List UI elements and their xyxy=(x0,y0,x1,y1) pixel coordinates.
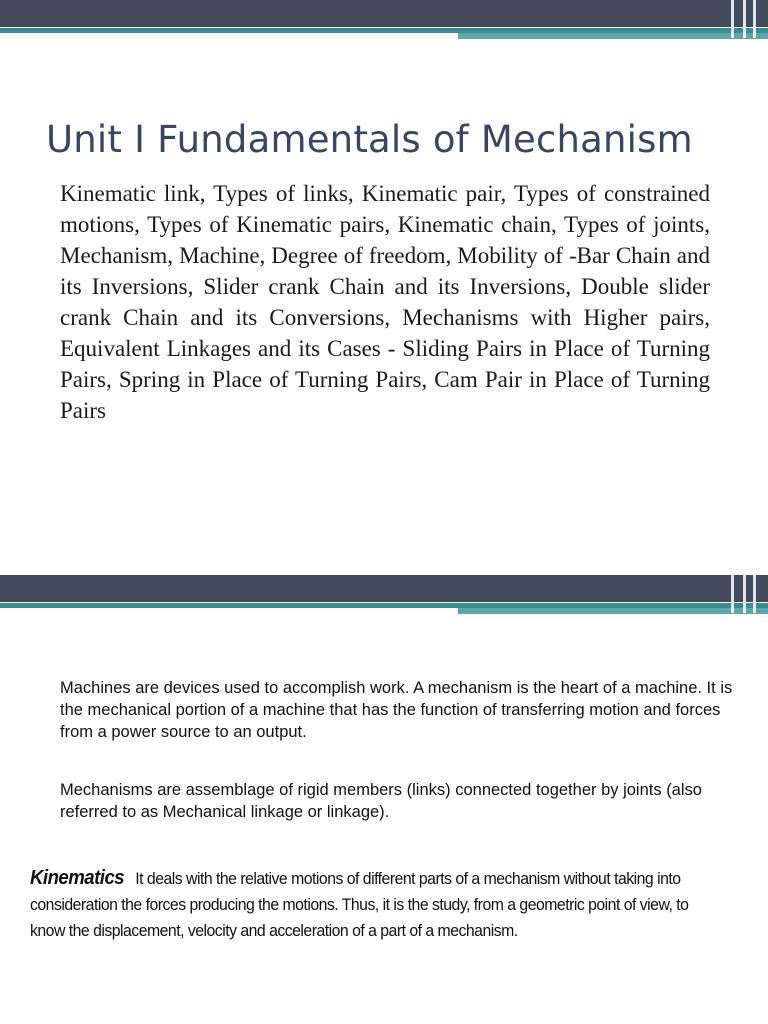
slide-2 xyxy=(0,575,768,1024)
header-band-accent xyxy=(458,608,768,614)
kinematics-definition xyxy=(30,865,714,944)
mechanisms-paragraph: Mechanisms are assemblage of rigid members (links) connected together by joints (also referred to as Mechanical linkage or linkage). xyxy=(60,781,702,821)
slide-header-band xyxy=(0,0,768,60)
header-stripe xyxy=(743,575,746,613)
slide-title: Unit I Fundamentals of Mechanism xyxy=(46,118,693,161)
header-stripe xyxy=(753,0,756,38)
header-stripe xyxy=(731,0,734,38)
header-stripe xyxy=(753,575,756,613)
header-band-dark xyxy=(0,575,768,602)
slide-body-text: Kinematic link, Types of links, Kinematic pair, Types of constrained motions, Types of Kinematic pairs, Kinematic chain, Types of joints, Mechanism, Machine, Degree of freedom, Mobility of -Bar Chain and its Inversions, Slider crank Chain and its Inversions, Double slider crank Chain and its Conversions, Mechanisms with Higher pairs, Equivalent Linkages and its Cases - Sliding Pairs in Place of Turning Pairs, Spring in Place of Turning Pairs, Cam Pair in Place of Turning Pairs xyxy=(60,181,710,423)
kinematics-text: It deals with the relative motions of different parts of a mechanism without taking into consideration the forces producing the motions. Thus, it is the study, from a geometric point of view, to know the displacement, velocity and acceleration of a part of a mechanism. xyxy=(30,869,689,940)
header-band-accent xyxy=(458,33,768,39)
machines-paragraph: Machines are devices used to accomplish work. A mechanism is the heart of a machine. It is the mechanical portion of a machine that has the function of transferring motion and forces from a power source to an output. xyxy=(60,679,733,741)
header-stripe xyxy=(731,575,734,613)
header-band-dark xyxy=(0,0,768,27)
kinematics-term: Kinematics xyxy=(30,867,125,889)
header-stripe xyxy=(743,0,746,38)
slide-header-band xyxy=(0,575,768,635)
